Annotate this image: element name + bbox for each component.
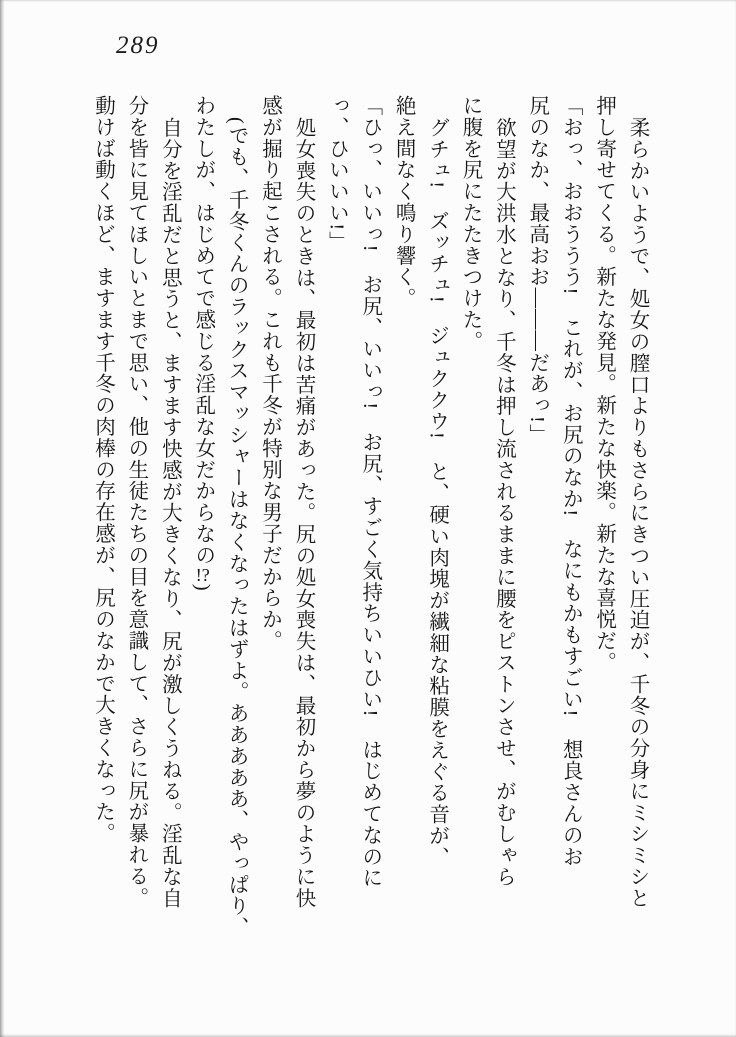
text-column: グチュ! ズッチュ! ジュククウ! と、硬い肉塊が繊細な粘膜をえぐる音が、	[425, 116, 448, 868]
text-column: に腹を尻にたたきつけた。	[458, 95, 481, 352]
text-column: (でも、千冬くんのラックスマッシャーはなくなったはずよ。あああああ、やっぱり、	[225, 116, 248, 938]
text-column: 処女喪失のときは、最初は苦痛があった。尻の処女喪失は、最初から夢のように快	[291, 116, 314, 909]
text-column: 尻のなか、最高おお―――だあっ!」	[525, 95, 548, 446]
text-column: 「おっ、おおううう! これが、お尻のなか! なにもかもすごい! 想良さんのお	[559, 95, 582, 868]
page-number: 289	[116, 32, 160, 59]
text-column: 欲望が大洪水となり、千冬は押し流されるままに腰をピストンさせ、がむしゃら	[492, 116, 515, 887]
exclamation-question-tcy: !?	[195, 565, 210, 584]
text-columns	[85, 95, 653, 937]
text-column: 感が掘り起こされる。これも千冬が特別な男子だからか。	[258, 95, 281, 652]
text-column: 動けば動くほど、ますます千冬の肉棒の存在感が、尻のなかで大きくなった。	[91, 95, 114, 844]
text-column: 絶え間なく鳴り響く。	[392, 95, 415, 309]
text-column: 「ひっ、いいっ! お尻、いいっ! お尻、すごく気持ちいいひい! はじめてなのに	[358, 95, 381, 889]
text-column: 自分を淫乱だと思うと、ますます快感が大きくなり、尻が激しくうねる。淫乱な自	[158, 116, 181, 909]
text-column: 分を皆に見てほしいとまで思い、他の生徒たちの目を意識して、さらに尻が暴れる。	[124, 95, 147, 909]
text-column: 押し寄せてくる。新たな発見。新たな快楽。新たな喜悦だ。	[592, 95, 615, 673]
text-column: っ、ひいいい!」	[325, 95, 348, 253]
text-column: 柔らかいようで、処女の膣口よりもさらにきつい圧迫が、千冬の分身にミシミシと	[626, 116, 648, 909]
text-column: わたしが、はじめてで感じる淫乱な女だからなの!?)	[191, 95, 214, 592]
